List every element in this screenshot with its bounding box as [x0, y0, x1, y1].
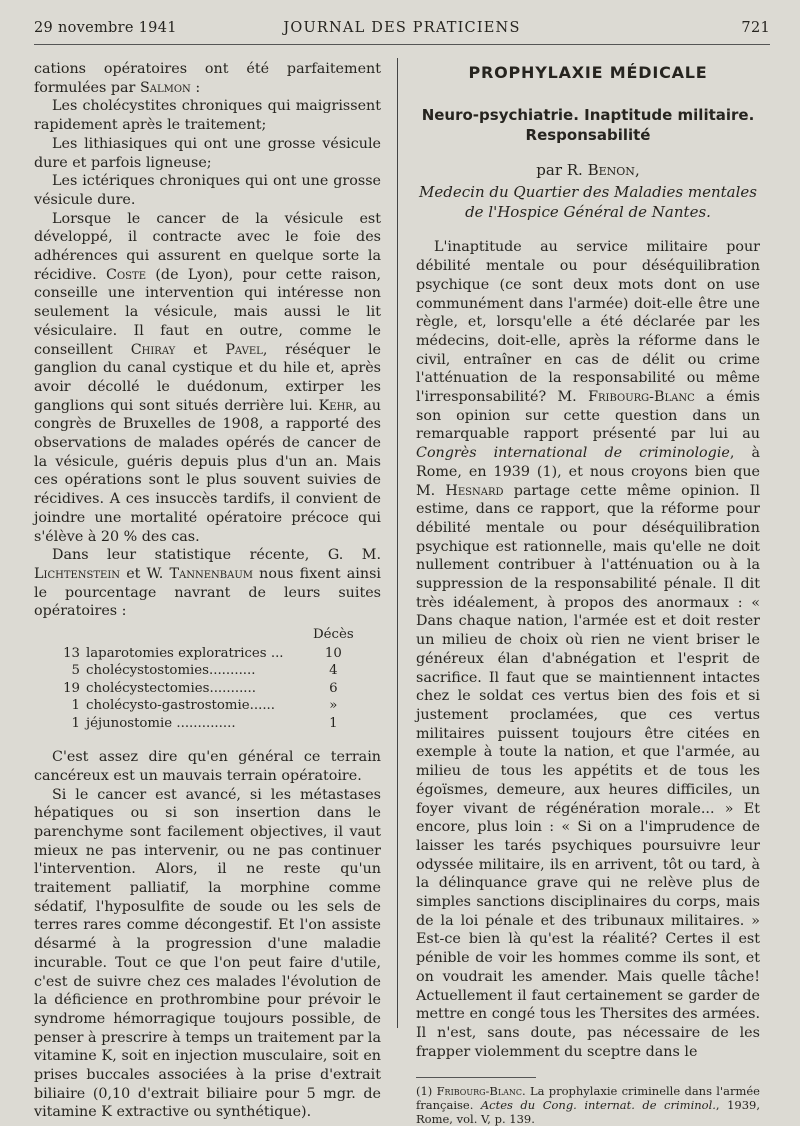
- row-count: 1: [71, 698, 80, 714]
- table-header-deaths: Décès: [313, 627, 354, 643]
- column-divider: [397, 58, 398, 1028]
- row-deaths: 6: [329, 680, 338, 696]
- author-name: Lichtenstein: [34, 565, 121, 582]
- paragraph: cations opératoires ont été parfaitement formulées par Salmon :: [34, 61, 381, 96]
- row-deaths: 4: [329, 663, 338, 679]
- journal-title: JOURNAL DES PRATICIENS: [283, 20, 521, 36]
- author-affiliation: Medecin du Quartier des Maladies mentales de l'Hospice Général de Nantes.: [419, 183, 757, 222]
- section-title: PROPHYLAXIE MÉDICALE: [468, 63, 708, 82]
- table-row: [54, 715, 355, 733]
- running-header: [34, 20, 770, 45]
- author-name: Salmon: [139, 79, 191, 96]
- table-row: [54, 645, 355, 663]
- italic-text: Actes du Cong. internat. de criminol.: [480, 1098, 716, 1113]
- row-label: laparotomies exploratrices ...: [86, 645, 284, 661]
- row-count: 5: [71, 663, 80, 679]
- author-byline: par R. Benon,: [536, 160, 640, 179]
- author-name: Tannenbaum: [169, 565, 253, 582]
- italic-text: Congrès international de criminologie: [416, 445, 730, 462]
- paragraph: Les ictériques chroniques qui ont une grosse vésicule dure.: [34, 173, 381, 208]
- row-label: jéjunostomie ..............: [86, 715, 236, 731]
- author-name: Pavel: [225, 341, 263, 358]
- issue-date: 29 novembre 1941: [34, 20, 177, 36]
- paragraph: Si le cancer est avancé, si les métastases hépatiques ou si son insertion dans le parenchyme sont facilement objectives, il vaut mieux ne pas intervenir, ou ne pas continuer l'intervention. Alors, il ne reste qu'un traitement palliatif, la morphine comme sédatif, l'hyposulfite de soude ou les sels de terres rares comme décongestif. Et l'on assiste désarmé à la progression d'une maladie incurable. Tout ce que l'on peut faire d'utile, c'est de suivre chez ces malades l'évolution de la déficience en prothrombine pour prévoir le syndrome hémorragique toujours possible, de penser à prescrire à temps un traitement par la vitamine K, soit en injection musculaire, soit en prises buccales associées à la prise d'extrait biliaire (0,10 d'extrait biliaire pour 5 mgr. de vitamine K extractive ou synthétique).: [34, 786, 381, 1121]
- footnote-divider: [416, 1077, 536, 1078]
- row-count: 1: [71, 715, 80, 731]
- row-label: cholécysto-gastrostomie......: [86, 698, 275, 714]
- paragraph: Lorsque le cancer de la vésicule est développé, il contracte avec le foie des adhérences qui assurent en quelque sorte la récidive. Coste (de Lyon), pour cette raison, conseille une intervention qui intéresse non seulement la vésicule, mais aussi le lit vésiculaire. Il faut en outre, comme le conseillent Chiray et Pavel, réséquer le ganglion du canal cystique et du hile et, après avoir décollé le duédonum, extirper les ganglions qui sont situés derrière lui. Kehr, au congrès de Bruxelles de 1908, a rapporté des observations de malades opérés de cancer de la vésicule, guéris depuis plus d'un an. Mais ces opérations sont le plus souvent suivies de récidives. A ces insuccès tardifs, il convient de joindre une mortalité opératoire précoce qui s'élève à 20 % des cas.: [34, 210, 382, 545]
- author-name: Kehr: [318, 397, 353, 414]
- footnote: (1) Fribourg-Blanc. La prophylaxie criminelle dans l'armée française. Actes du Cong. internat. de criminol., 1939, Rome, vol. V, p. 139.: [416, 1084, 760, 1126]
- author-name: Chiray: [130, 341, 176, 358]
- author-name: Fribourg-Blanc: [436, 1084, 523, 1099]
- table-row: [54, 662, 355, 680]
- author-name: Benon: [587, 160, 635, 179]
- left-column: [34, 60, 381, 1122]
- paragraph: Dans leur statistique récente, G. M. Lichtenstein et W. Tannenbaum nous fixent ainsi le pourcentage navrant de leurs suites opératoires :: [34, 547, 381, 620]
- page-number: 721: [741, 20, 770, 36]
- author-name: Hesnard: [445, 482, 504, 499]
- row-count: 13: [63, 645, 80, 661]
- table-row: [54, 680, 355, 698]
- right-column: [416, 60, 760, 1126]
- row-deaths: 1: [329, 715, 338, 731]
- paragraph: C'est assez dire qu'en général ce terrain cancéreux est un mauvais terrain opératoire.: [34, 749, 381, 784]
- row-count: 19: [63, 680, 80, 696]
- paragraph: Les cholécystites chroniques qui maigrissent rapidement après le traitement;: [34, 98, 381, 134]
- article-title: Neuro-psychiatrie. Inaptitude militaire. Responsabilité: [421, 105, 755, 144]
- row-deaths: »: [329, 698, 338, 714]
- author-name: Fribourg-Blanc: [588, 389, 695, 406]
- paragraph: L'inaptitude au service militaire pour débilité mentale ou pour déséquilibration psychique (ce sont deux mots dont on use communément dans l'armée) doit-elle être une règle, et, lorsqu'elle a été déclarée par les médecins, doit-elle, après la réforme dans le civil, entraîner en cas de délit ou crime l'atténuation de la responsabilité ou même l'irresponsabilité? M. Fribourg-Blanc a émis son opinion sur cette question dans un remarquable rapport présenté par lui au Congrès international de criminologie, à Rome, en 1939 (1), et nous croyons bien que M. Hesnard partage cette même opinion. Il estime, dans ce rapport, que la réforme pour débilité mentale ou pour déséquilibration psychique est rationnelle, mais qu'elle ne doit nullement contribuer à l'atténuation ou à la suppression de la responsabilité pénale. Il dit très idéalement, à propos des anormaux : « Dans chaque nation, l'armée est et doit rester un milieu de choix où rien ne vient briser le généreux élan d'abnégation et l'esprit de sacrifice. Il faut que se maintiennent intactes chez le soldat ces vertus bien des fois et si justement proclamées, que ces vertus militaires puissent toujours être citées en exemple à toute la nation, et que l'armée, au milieu de tous les appétits et de tous les égoïsmes, demeure, aux heures difficiles, un foyer vivant de régénération morale... » Et encore, plus loin : « Si on a l'imprudence de laisser les tarés psychiques poursuivre leur odyssée militaire, ils en arrivent, tôt ou tard, à la délinquance grave qui ne relève plus de simples sanctions disciplinaires du corps, mais de la loi pénale et des tribunaux militaires. » Est-ce bien là qu'est la réalité? Certes il est pénible de voir les hommes comme ils sont, et on voudrait les amender. Mais quelle tâche! Actuellement il faut certainement se garder de mettre en congé tous les Thersites des armées. Il n'est, sans doute, pas nécessaire de les frapper violemment du sceptre dans le: [416, 239, 760, 1060]
- row-label: cholécystectomies...........: [86, 680, 256, 696]
- row-deaths: 10: [324, 645, 342, 661]
- mortality-table: [54, 625, 355, 732]
- table-row: [54, 697, 355, 715]
- paragraph: Les lithiasiques qui ont une grosse vésicule dure et parfois ligneuse;: [34, 135, 381, 171]
- row-label: cholécystostomies...........: [86, 663, 256, 679]
- author-name: Coste: [106, 266, 146, 283]
